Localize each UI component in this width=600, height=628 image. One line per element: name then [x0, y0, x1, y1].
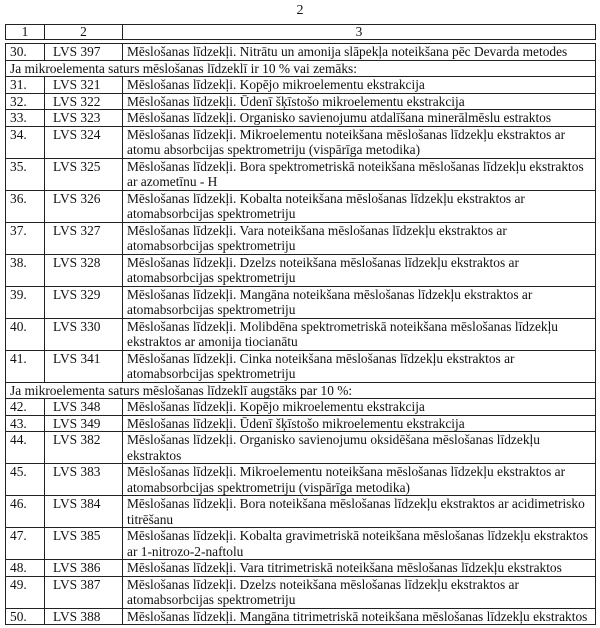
- section-heading: Ja mikroelementa saturs mēslošanas līdzeklī ir 10 % vai zemāks:: [6, 60, 596, 77]
- row-number: 50.: [6, 608, 45, 625]
- standard-code: LVS 349: [45, 415, 123, 432]
- table-row: [6, 496, 596, 528]
- standards-table: [5, 43, 596, 625]
- table-row: [6, 576, 596, 608]
- column-header-2: 2: [45, 25, 123, 40]
- standard-title: Mēslošanas līdzekļi. Cinka noteikšana mēslošanas līdzekļu ekstraktos ar atomabsorbcijas spektrometriju: [123, 350, 596, 382]
- standard-title: Mēslošanas līdzekļi. Vara titrimetriskā noteikšana mēslošanas līdzekļu ekstraktos: [123, 560, 596, 577]
- section-heading-row: [6, 382, 596, 399]
- standard-title: Mēslošanas līdzekļi. Molibdēna spektrometriskā noteikšana mēslošanas līdzekļu ekstraktos ar amonija tiocianātu: [123, 318, 596, 350]
- table-row: [6, 608, 596, 625]
- row-number: 33.: [6, 110, 45, 127]
- column-header-table: [5, 24, 596, 40]
- row-number: 44.: [6, 432, 45, 464]
- standard-title: Mēslošanas līdzekļi. Nitrātu un amonija slāpekļa noteikšana pēc Devarda metodes: [123, 44, 596, 61]
- standard-title: Mēslošanas līdzekļi. Bora noteikšana mēslošanas līdzekļu ekstraktos ar acidimetrisko titrēšanu: [123, 496, 596, 528]
- standard-code: LVS 387: [45, 576, 123, 608]
- table-row: [6, 158, 596, 190]
- standard-title: Mēslošanas līdzekļi. Mangāna noteikšana mēslošanas līdzekļu ekstraktos ar atomabsorbcijas spektrometriju: [123, 286, 596, 318]
- standard-title: Mēslošanas līdzekļi. Ūdenī šķīstošo mikroelementu ekstrakcija: [123, 93, 596, 110]
- standard-title: Mēslošanas līdzekļi. Dzelzs noteikšana mēslošanas līdzekļu ekstraktos ar atomabsorbcijas spektrometriju: [123, 254, 596, 286]
- table-row: [6, 432, 596, 464]
- row-number: 32.: [6, 93, 45, 110]
- standard-code: LVS 321: [45, 77, 123, 94]
- row-number: 31.: [6, 77, 45, 94]
- standard-code: LVS 326: [45, 190, 123, 222]
- table-row: [6, 399, 596, 416]
- table-row: [6, 110, 596, 127]
- standard-title: Mēslošanas līdzekļi. Kobalta noteikšana mēslošanas līdzekļu ekstraktos ar atomabsorbcijas spektrometriju: [123, 190, 596, 222]
- table-row: [6, 222, 596, 254]
- standard-title: Mēslošanas līdzekļi. Mangāna titrimetriskā noteikšana mēslošanas līdzekļu ekstraktos: [123, 608, 596, 625]
- row-number: 38.: [6, 254, 45, 286]
- row-number: 48.: [6, 560, 45, 577]
- standard-title: Mēslošanas līdzekļi. Kopējo mikroelementu ekstrakcija: [123, 77, 596, 94]
- standards-table-body: [6, 44, 596, 625]
- standard-title: Mēslošanas līdzekļi. Organisko savienojumu atdalīšana minerālmēslu estraktos: [123, 110, 596, 127]
- table-row: [6, 415, 596, 432]
- row-number: 42.: [6, 399, 45, 416]
- standard-code: LVS 384: [45, 496, 123, 528]
- page-number: 2: [296, 3, 304, 18]
- row-number: 37.: [6, 222, 45, 254]
- table-row: [6, 44, 596, 61]
- table-row: [6, 190, 596, 222]
- standard-title: Mēslošanas līdzekļi. Dzelzs noteikšana mēslošanas līdzekļu ekstraktos ar atomabsorbcijas spektrometriju: [123, 576, 596, 608]
- table-row: [6, 318, 596, 350]
- standard-title: Mēslošanas līdzekļi. Kopējo mikroelementu ekstrakcija: [123, 399, 596, 416]
- standard-code: LVS 330: [45, 318, 123, 350]
- row-number: 43.: [6, 415, 45, 432]
- column-header-3: 3: [123, 25, 596, 40]
- table-row: [6, 350, 596, 382]
- row-number: 35.: [6, 158, 45, 190]
- column-header-1: 1: [6, 25, 45, 40]
- row-number: 30.: [6, 44, 45, 61]
- standard-code: LVS 388: [45, 608, 123, 625]
- standard-title: Mēslošanas līdzekļi. Mikroelementu noteikšana mēslošanas līdzekļu ekstraktos ar atomu absorbcijas spektrometriju (vispārīga metodika): [123, 126, 596, 158]
- standard-code: LVS 323: [45, 110, 123, 127]
- row-number: 34.: [6, 126, 45, 158]
- row-number: 45.: [6, 464, 45, 496]
- standard-code: LVS 328: [45, 254, 123, 286]
- standard-title: Mēslošanas līdzekļi. Bora spektrometriskā noteikšana mēslošanas līdzekļu ekstraktos ar azometīnu - H: [123, 158, 596, 190]
- section-heading: Ja mikroelementa saturs mēslošanas līdzeklī augstāks par 10 %:: [6, 382, 596, 399]
- standard-code: LVS 385: [45, 528, 123, 560]
- standard-title: Mēslošanas līdzekļi. Organisko savienojumu oksidēšana mēslošanas līdzekļu ekstraktos: [123, 432, 596, 464]
- standard-code: LVS 329: [45, 286, 123, 318]
- standard-code: LVS 327: [45, 222, 123, 254]
- column-header-row: [6, 25, 596, 40]
- standard-title: Mēslošanas līdzekļi. Mikroelementu noteikšana mēslošanas līdzekļu ekstraktos ar atomabsorbcijas spektrometriju (vispārīga metodika): [123, 464, 596, 496]
- table-row: [6, 286, 596, 318]
- row-number: 47.: [6, 528, 45, 560]
- standard-code: LVS 382: [45, 432, 123, 464]
- standard-code: LVS 383: [45, 464, 123, 496]
- standard-code: LVS 397: [45, 44, 123, 61]
- row-number: 36.: [6, 190, 45, 222]
- standard-code: LVS 348: [45, 399, 123, 416]
- table-row: [6, 126, 596, 158]
- standard-title: Mēslošanas līdzekļi. Kobalta gravimetriskā noteikšana mēslošanas līdzekļu ekstraktos ar 1-nitrozo-2-naftolu: [123, 528, 596, 560]
- section-heading-row: [6, 60, 596, 77]
- table-row: [6, 560, 596, 577]
- standard-title: Mēslošanas līdzekļi. Ūdenī šķīstošo mikroelementu ekstrakcija: [123, 415, 596, 432]
- standard-code: LVS 325: [45, 158, 123, 190]
- standard-code: LVS 324: [45, 126, 123, 158]
- table-row: [6, 77, 596, 94]
- standard-title: Mēslošanas līdzekļi. Vara noteikšana mēslošanas līdzekļu ekstraktos ar atomabsorbcijas spektrometriju: [123, 222, 596, 254]
- table-row: [6, 254, 596, 286]
- standard-code: LVS 386: [45, 560, 123, 577]
- row-number: 49.: [6, 576, 45, 608]
- standard-code: LVS 341: [45, 350, 123, 382]
- table-row: [6, 528, 596, 560]
- table-row: [6, 464, 596, 496]
- row-number: 46.: [6, 496, 45, 528]
- standard-code: LVS 322: [45, 93, 123, 110]
- row-number: 39.: [6, 286, 45, 318]
- row-number: 40.: [6, 318, 45, 350]
- row-number: 41.: [6, 350, 45, 382]
- table-row: [6, 93, 596, 110]
